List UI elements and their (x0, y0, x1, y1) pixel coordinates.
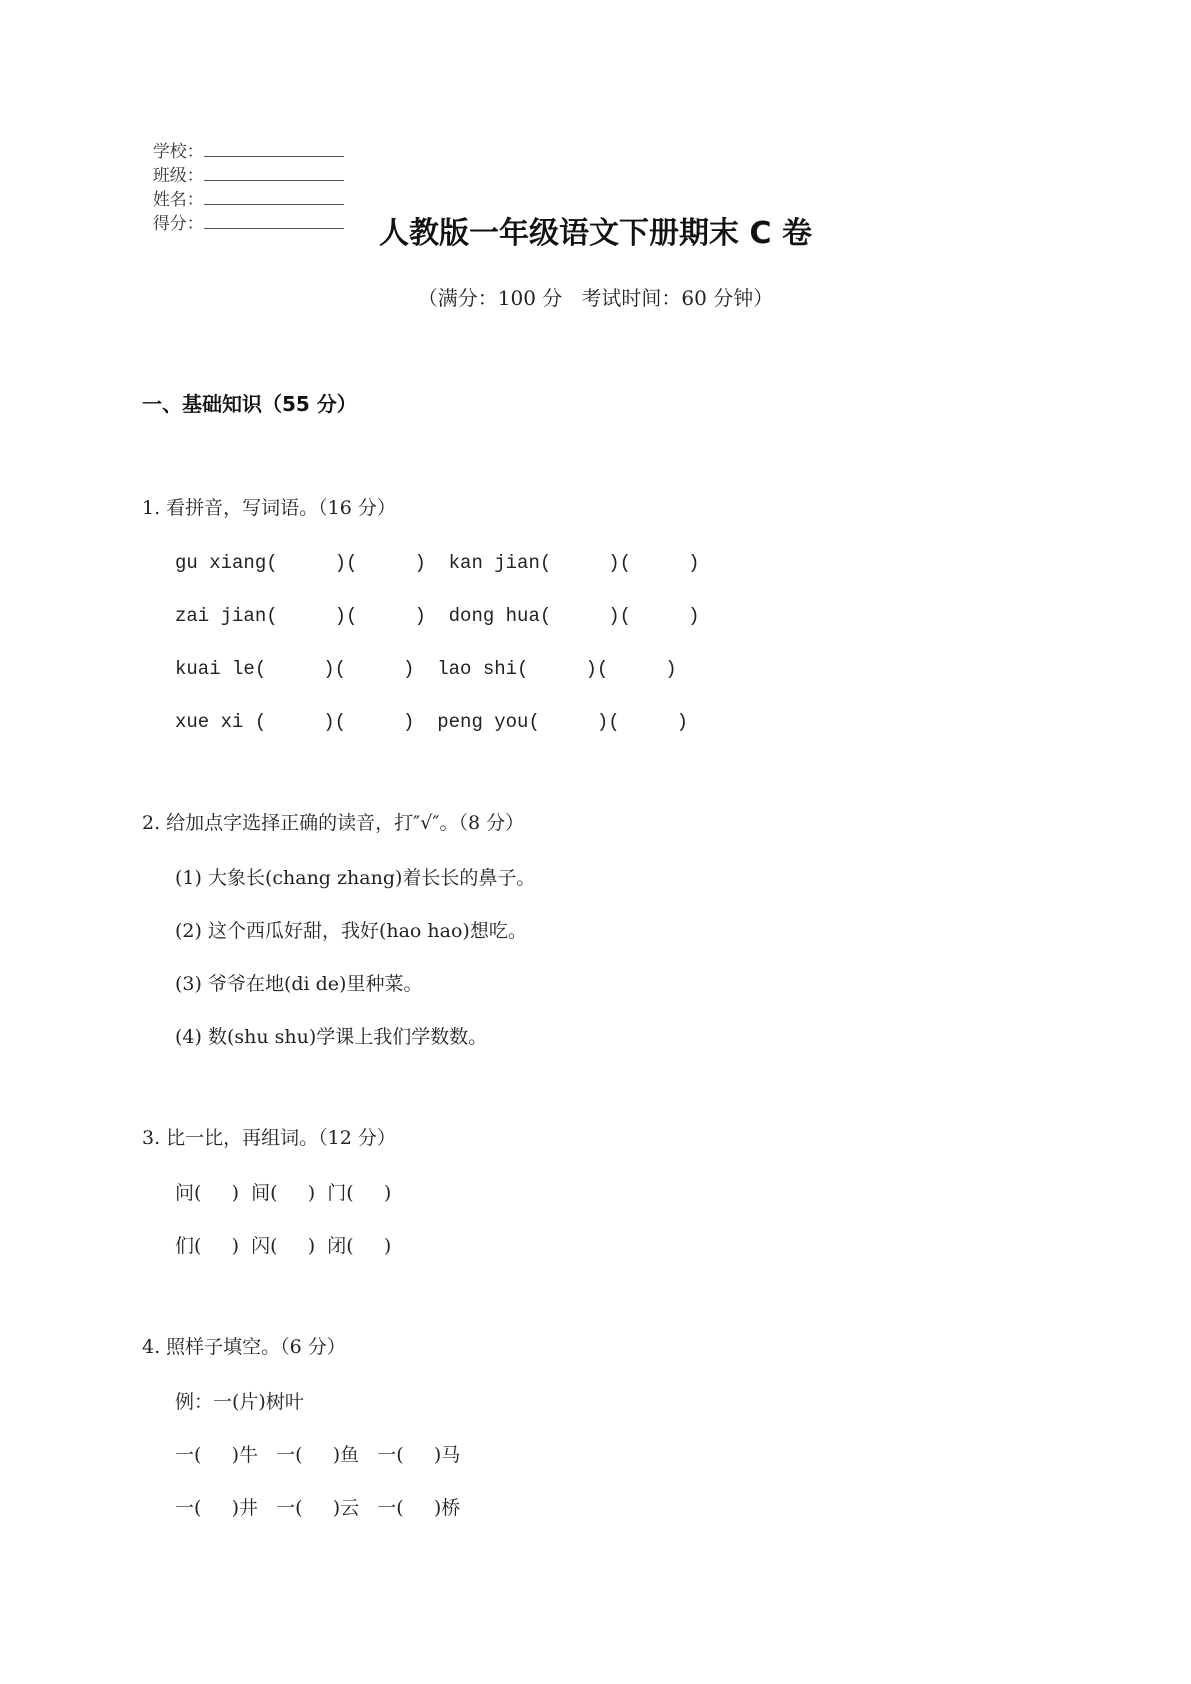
q1-line: kuai le( )( ) lao shi( )( ) (175, 658, 677, 680)
q2-prompt: 2. 给加点字选择正确的读音，打″√″。（8 分） (142, 812, 525, 834)
q3-line: 问( ) 间( ) 门( ) (175, 1182, 392, 1204)
q2-item: (3) 爷爷在地(di de)里种菜。 (175, 973, 423, 995)
name-label: 姓名： (152, 190, 204, 210)
q1-prompt: 1. 看拼音，写词语。（16 分） (142, 497, 396, 519)
score-label: 得分： (152, 214, 204, 234)
q1-line: xue xi ( )( ) peng you( )( ) (175, 711, 689, 733)
section-heading: 一、基础知识（55 分） (142, 392, 357, 416)
q3-line: 们( ) 闪( ) 闭( ) (175, 1235, 392, 1257)
school-label: 学校： (152, 142, 204, 162)
q4-line: 一( )井 一( )云 一( )桥 (175, 1497, 461, 1519)
school-blank (204, 142, 344, 157)
q4-prompt: 4. 照样子填空。（6 分） (142, 1336, 346, 1358)
q1-line: gu xiang( )( ) kan jian( )( ) (175, 552, 700, 574)
page-subtitle: （满分：100 分 考试时间：60 分钟） (417, 286, 774, 310)
class-label: 班级： (152, 166, 204, 186)
page-title: 人教版一年级语文下册期末 C 卷 (379, 216, 812, 251)
class-blank (204, 166, 344, 181)
q4-example: 例：一(片)树叶 (175, 1391, 304, 1413)
q1-line: zai jian( )( ) dong hua( )( ) (175, 605, 700, 627)
q2-item: (4) 数(shu shu)学课上我们学数数。 (175, 1026, 488, 1048)
q2-item: (2) 这个西瓜好甜，我好(hao hao)想吃。 (175, 920, 527, 942)
q3-prompt: 3. 比一比，再组词。（12 分） (142, 1127, 396, 1149)
name-blank (204, 190, 344, 205)
q4-line: 一( )牛 一( )鱼 一( )马 (175, 1444, 461, 1466)
q2-item: (1) 大象长(chang zhang)着长长的鼻子。 (175, 867, 536, 889)
